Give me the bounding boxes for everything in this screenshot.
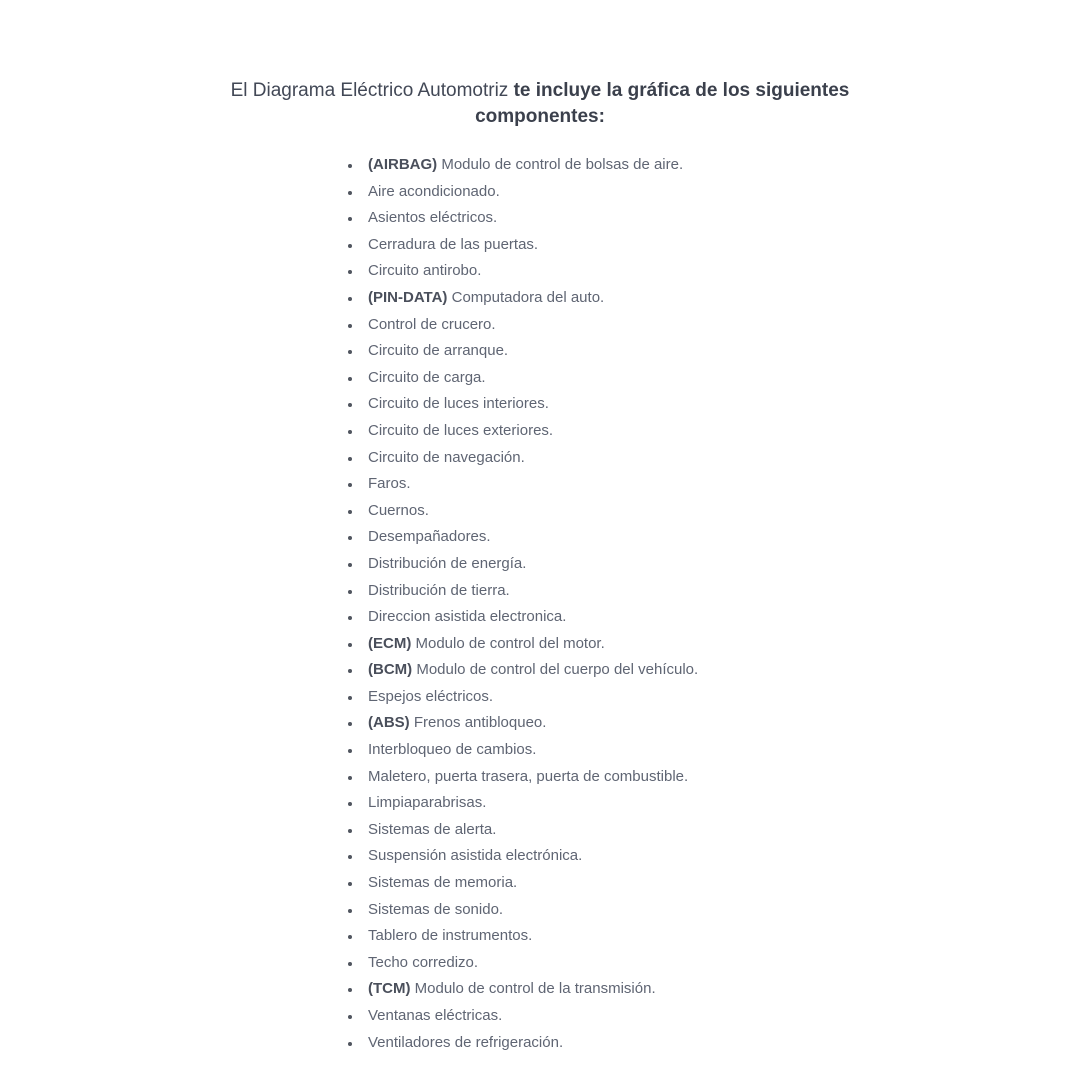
list-item: [345, 232, 698, 259]
bullet-icon: [348, 377, 352, 381]
bullet-icon: [348, 802, 352, 806]
bullet-icon: [348, 510, 352, 514]
component-text: Faros.: [368, 475, 411, 493]
bullet-icon: [348, 722, 352, 726]
bullet-icon: [348, 536, 352, 540]
list-item: [345, 445, 698, 472]
bullet-icon: [348, 696, 352, 700]
list-item: [345, 843, 698, 870]
list-item: [345, 631, 698, 658]
bullet-icon: [348, 483, 352, 487]
component-text: Circuito de navegación.: [368, 448, 525, 466]
heading-bold-text-line1: te incluye la gráfica de los siguientes: [513, 80, 850, 101]
list-item: [345, 897, 698, 924]
component-text: Espejos eléctricos.: [368, 687, 494, 705]
list-item: [345, 657, 698, 684]
list-item: [345, 205, 698, 232]
component-text: Circuito de luces exteriores.: [368, 421, 554, 439]
component-code: (TCM): [368, 980, 411, 998]
list-item: [345, 471, 698, 498]
component-text: Maletero, puerta trasera, puerta de combustible.: [368, 767, 689, 785]
component-text: Frenos antibloqueo.: [409, 714, 547, 732]
list-item: [345, 684, 698, 711]
list-item: [345, 710, 698, 737]
component-code: (PIN-DATA): [368, 288, 448, 306]
bullet-icon: [348, 776, 352, 780]
list-item: [345, 578, 698, 605]
bullet-icon: [348, 430, 352, 434]
component-text: Limpiaparabrisas.: [368, 794, 487, 812]
component-text: Sistemas de sonido.: [368, 900, 504, 918]
list-item: [345, 365, 698, 392]
component-text: Control de crucero.: [368, 315, 496, 333]
bullet-icon: [348, 270, 352, 274]
component-code: (BCM): [368, 661, 413, 679]
bullet-icon: [348, 563, 352, 567]
list-item: [345, 258, 698, 285]
component-code: (ABS): [368, 714, 410, 732]
component-text: Modulo de control de bolsas de aire.: [437, 156, 684, 173]
bullet-icon: [348, 988, 352, 992]
component-text: Techo corredizo.: [368, 953, 479, 971]
bullet-icon: [348, 935, 352, 939]
component-text: Circuito de luces interiores.: [368, 395, 549, 413]
component-text: Distribución de energía.: [368, 554, 527, 572]
list-item: [345, 1030, 698, 1057]
list-item: [345, 870, 698, 897]
component-text: Desempañadores.: [368, 528, 491, 546]
list-item: [345, 1003, 698, 1030]
bullet-icon: [348, 962, 352, 966]
list-item: [345, 817, 698, 844]
component-text: Sistemas de alerta.: [368, 820, 497, 838]
component-text: Asientos eléctricos.: [368, 209, 498, 227]
bullet-icon: [348, 909, 352, 913]
bullet-icon: [348, 457, 352, 461]
list-item: [345, 418, 698, 445]
bullet-icon: [348, 590, 352, 594]
component-text: Tablero de instrumentos.: [368, 927, 533, 945]
component-text: Modulo de control de la transmisión.: [410, 980, 656, 998]
bullet-icon: [348, 191, 352, 195]
bullet-icon: [348, 669, 352, 673]
component-text: Distribución de tierra.: [368, 581, 510, 599]
component-text: Ventanas eléctricas.: [368, 1007, 503, 1024]
list-item: [345, 285, 698, 312]
list-item: [345, 312, 698, 339]
bullet-icon: [348, 1042, 352, 1046]
bullet-icon: [348, 643, 352, 647]
heading-plain-text: El Diagrama Eléctrico Automotriz: [230, 80, 514, 101]
bullet-icon: [348, 217, 352, 221]
component-text: Circuito de carga.: [368, 368, 486, 386]
bullet-icon: [348, 244, 352, 248]
component-text: Suspensión asistida electrónica.: [368, 847, 583, 865]
component-text: Sistemas de memoria.: [368, 874, 518, 892]
component-text: Modulo de control del cuerpo del vehículo.: [412, 661, 699, 679]
bullet-icon: [348, 1015, 352, 1019]
bullet-icon: [348, 855, 352, 859]
bullet-icon: [348, 616, 352, 620]
component-text: Circuito antirobo.: [368, 262, 482, 280]
list-item: [345, 923, 698, 950]
list-item: [345, 524, 698, 551]
component-text: Cuernos.: [368, 501, 429, 519]
component-list: [345, 152, 698, 1056]
component-text: Computadora del auto.: [447, 288, 605, 306]
component-text: Direccion asistida electronica.: [368, 608, 567, 626]
bullet-icon: [348, 324, 352, 328]
bullet-icon: [348, 297, 352, 301]
component-text: Interbloqueo de cambios.: [368, 741, 537, 759]
list-item: [345, 604, 698, 631]
list-item: [345, 498, 698, 525]
list-item: [345, 976, 698, 1003]
component-text: Circuito de arranque.: [368, 342, 509, 360]
bullet-icon: [348, 350, 352, 354]
bullet-icon: [348, 829, 352, 833]
component-text: Cerradura de las puertas.: [368, 235, 539, 253]
list-item: [345, 764, 698, 791]
list-item: [345, 950, 698, 977]
component-code: (ECM): [368, 634, 412, 652]
list-item: [345, 737, 698, 764]
heading-bold-text-line2: componentes:: [475, 106, 605, 127]
list-item: [345, 391, 698, 418]
list-item: [345, 338, 698, 365]
page-heading: [0, 78, 1080, 130]
bullet-icon: [348, 164, 352, 168]
list-item: [345, 551, 698, 578]
bullet-icon: [348, 882, 352, 886]
bullet-icon: [348, 403, 352, 407]
component-text: Aire acondicionado.: [368, 182, 500, 200]
component-text: Ventiladores de refrigeración.: [368, 1033, 564, 1051]
list-item: [345, 790, 698, 817]
component-code: (AIRBAG): [368, 156, 438, 173]
list-item: [345, 152, 698, 179]
component-text: Modulo de control del motor.: [411, 634, 605, 652]
bullet-icon: [348, 749, 352, 753]
list-item: [345, 179, 698, 206]
